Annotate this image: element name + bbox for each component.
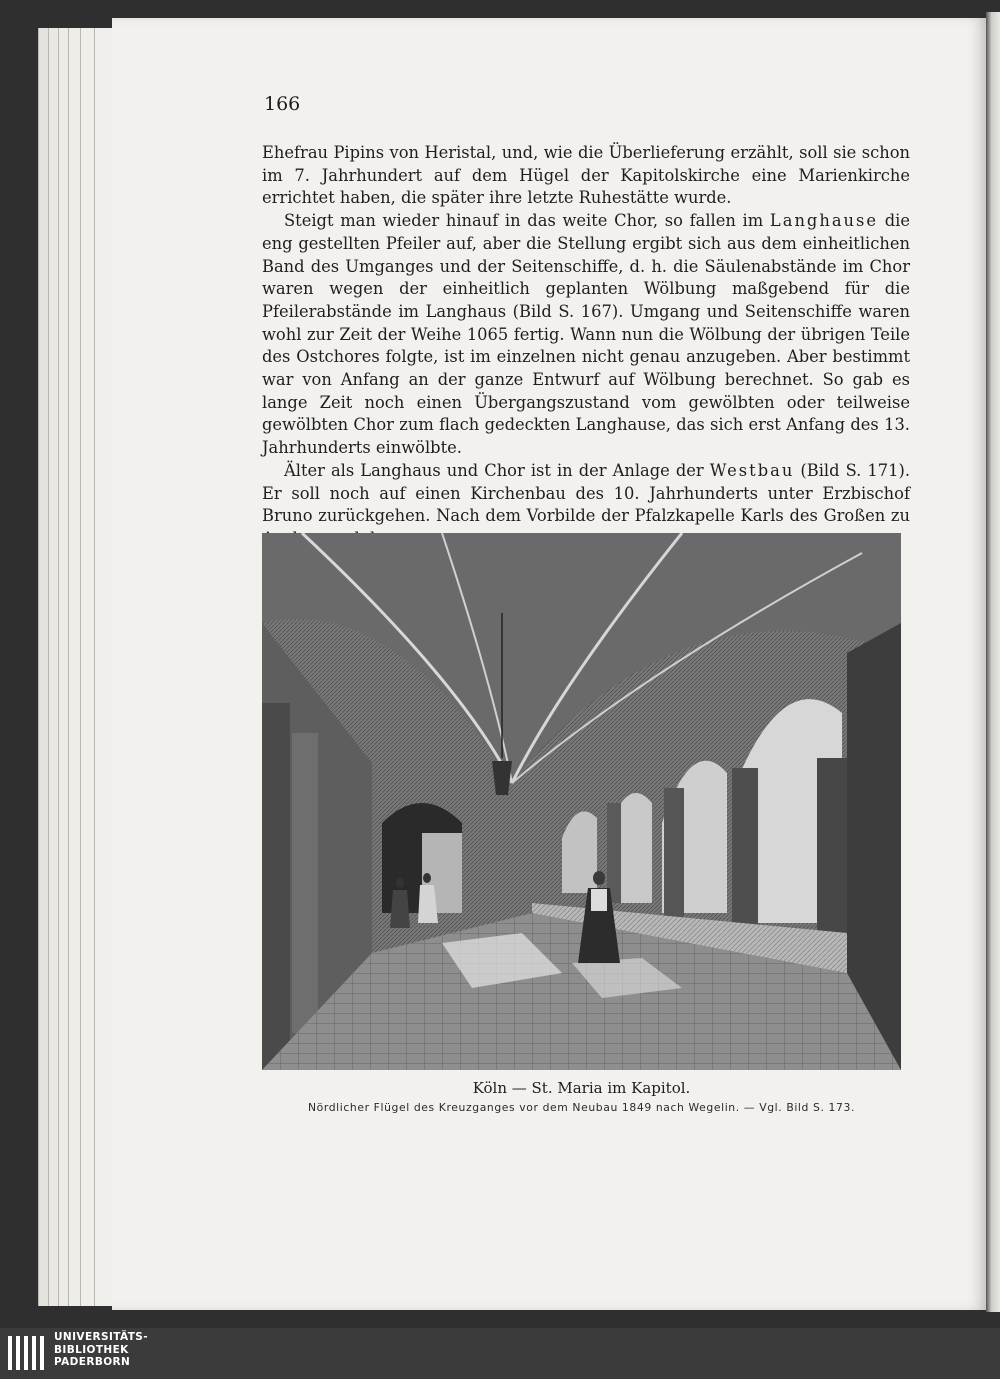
figure-caption-subtitle: Nördlicher Flügel des Kreuzganges vor dem Neubau 1849 nach Wegelin. — Vgl. Bild S. 173. xyxy=(308,1101,855,1114)
library-name-line: UNIVERSITÄTS- xyxy=(54,1331,149,1343)
library-name-line: BIBLIOTHEK xyxy=(54,1343,129,1356)
spaced-term: Westbau xyxy=(709,460,795,480)
text-run: Steigt man wieder hinauf in das weite Chor, so fallen im xyxy=(284,211,764,231)
page-number: 166 xyxy=(264,93,301,115)
text-line: 7. Jahrhundert auf dem Hügel der Kapitolskirche eine Marienkirche errichtet haben, xyxy=(262,165,910,208)
text-run: Älter als Langhaus und Chor ist in der Anlage der xyxy=(284,460,704,480)
text-run: die eng gestellten Pfeiler auf, aber die Stellung ergibt sich aus dem einheitlichen Band des Umganges und der Seitenschiffe, d. h. die Säulenabstände im Chor waren wegen der einheitlich geplanten Wölbung maßgebend für die Pfeilerabstände im Langhaus (Bild S. 167). Umgang und Seitenschiffe waren wohl zur Zeit der Weihe 1065 fertig. Wann nun die Wölbung der übrigen Teile des Ostchores folgte, ist im einzelnen nicht genau anzugeben. Aber bestimmt war von Anfang an der ganze Entwurf auf Wölbung berechnet. So gab es lange Zeit noch einen Übergangszustand vom gewölbten oder teilweise gewölbten Chor zum flach gedeckten Langhause, das sich erst Anfang des 13. Jahrhunderts einwölbte. xyxy=(262,211,910,458)
library-name-line: PADERBORN xyxy=(54,1356,131,1368)
library-footer xyxy=(0,1328,1000,1379)
text-line: die später ihre letzte Ruhestätte wurde. xyxy=(401,188,732,208)
body-text xyxy=(262,142,910,551)
page-stack-edges xyxy=(38,28,118,1306)
facing-page-edge xyxy=(986,12,1000,1312)
figure-caption-title: Köln — St. Maria im Kapitol. xyxy=(472,1079,691,1097)
spaced-term: Langhause xyxy=(769,211,879,231)
paragraph-1 xyxy=(262,142,910,210)
cloister-engraving xyxy=(262,533,901,1070)
text-run: (Bild S. 171). Er soll noch auf einen Kirchenbau des 10. Jahrhunderts unter Erzbischof Bruno zurückgehen. Nach dem Vorbilde der Pfalzkapelle Karls des Großen zu xyxy=(262,460,910,526)
library-logo-icon xyxy=(8,1336,44,1370)
paragraph-2 xyxy=(262,210,910,460)
text-line: Ehefrau Pipins von Heristal, und, wie die Überlieferung erzählt, soll sie schon im xyxy=(262,143,910,185)
library-name xyxy=(54,1331,148,1369)
